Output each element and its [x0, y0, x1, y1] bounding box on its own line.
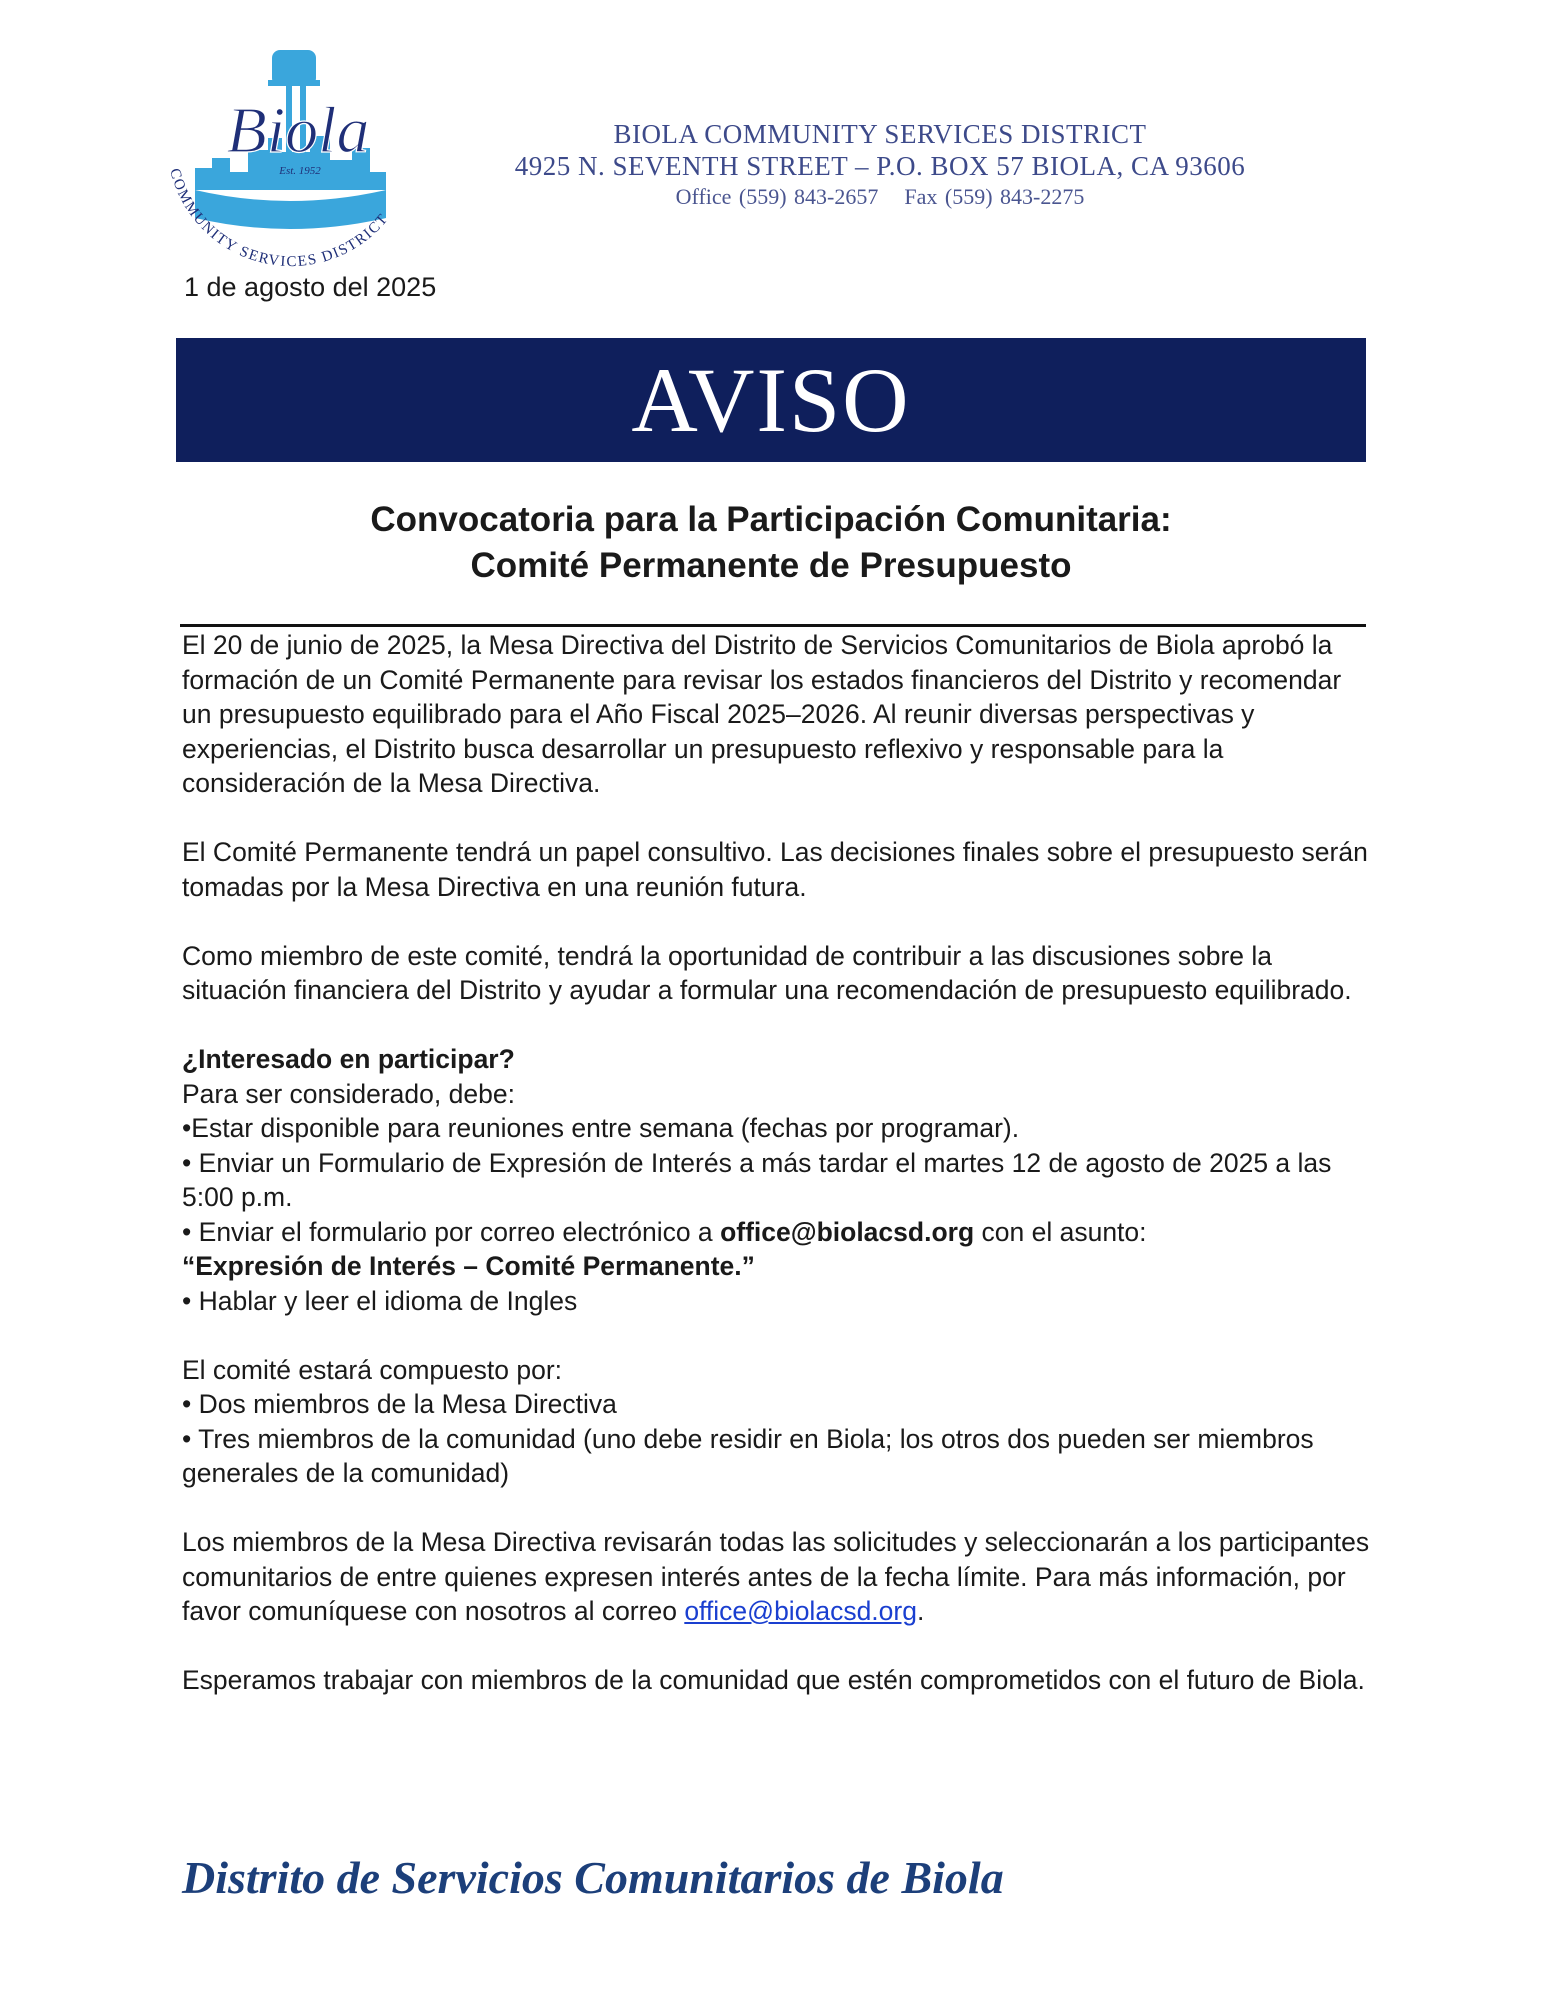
requirements-section [182, 1042, 1372, 1318]
interest-heading: ¿Interesado en participar? [182, 1044, 515, 1074]
email-subject: “Expresión de Interés – Comité Permanente.” [182, 1251, 755, 1281]
closing-paragraph: Esperamos trabajar con miembros de la comunidad que estén comprometidos con el futuro de Biola. [182, 1665, 1365, 1695]
intro-paragraph: El 20 de junio de 2025, la Mesa Directiva del Distrito de Servicios Comunitarios de Biola aprobó la formación de un Comité Permanente para revisar los estados financieros del Distrito y recomendar un presupuesto equilibrado para el Año Fiscal 2025–2026. Al reunir diversas perspectivas y experiencias, el Distrito busca desarrollar un presupuesto reflexivo y responsable para la consideración de la Mesa Directiva. [182, 630, 1342, 798]
contact-numbers [380, 182, 1380, 212]
requirement-item: • Hablar y leer el idioma de Ingles [182, 1285, 578, 1316]
member-role-paragraph: Como miembro de este comité, tendrá la oportunidad de contribuir a las discusiones sobre la situación financiera del Distrito y ayudar a formular una recomendación de presupuesto equilibrado. [182, 940, 1352, 1005]
submission-email: office@biolacsd.org [720, 1216, 975, 1247]
divider [180, 624, 1366, 627]
contact-email-link[interactable]: office@biolacsd.org [684, 1596, 917, 1626]
requirements-intro: Para ser considerado, debe: [182, 1078, 515, 1109]
notice-date: 1 de agosto del 2025 [184, 272, 437, 302]
headline-line-2: Comité Permanente de Presupuesto [470, 546, 1072, 585]
letterhead [380, 118, 1380, 212]
requirement-item: •Estar disponible para reuniones entre semana (fechas por programar). [182, 1113, 1020, 1143]
committee-item: • Dos miembros de la Mesa Directiva [182, 1389, 617, 1419]
page-title [176, 497, 1366, 589]
selection-paragraph: Los miembros de la Mesa Directiva revisarán todas las solicitudes y seleccionarán a los participantes comunitarios de entre quienes expresen interés antes de la fecha límite. Para más información, por favor comuníquese con nosotros al correo office@biolacsd.org. [182, 1527, 1370, 1626]
advisory-paragraph: El Comité Permanente tendrá un papel consultivo. Las decisiones finales sobre el presupuesto serán tomadas por la Mesa Directiva en una reunión futura. [182, 837, 1368, 902]
aviso-banner: AVISO [176, 338, 1366, 462]
committee-item: • Tres miembros de la comunidad (uno debe residir en Biola; los otros dos pueden ser miembros generales de la comunidad) [182, 1423, 1314, 1488]
logo-wordmark: Biola [226, 94, 370, 167]
fax-number: Fax (559) 843-2275 [904, 184, 1085, 209]
office-phone: Office (559) 843-2657 [675, 184, 879, 209]
headline-line-1: Convocatoria para la Participación Comunitaria: [370, 500, 1172, 539]
district-address: 4925 N. SEVENTH STREET – P.O. BOX 57 BIOLA, CA 93606 [514, 151, 1246, 181]
signature: Distrito de Servicios Comunitarios de Biola [182, 1852, 1004, 1903]
requirement-item-email: • Enviar el formulario por correo electrónico a office@biolacsd.org con el asunto: [182, 1216, 1147, 1247]
logo-established: Est. 1952 [279, 165, 321, 177]
committee-intro: El comité estará compuesto por: [182, 1354, 563, 1385]
requirement-item: • Enviar un Formulario de Expresión de Interés a más tardar el martes 12 de agosto de 2025 a las 5:00 p.m. [182, 1147, 1332, 1212]
logo-ring-text: COMMUNITY SERVICES DISTRICT [166, 166, 392, 271]
notice-body [182, 628, 1372, 1732]
district-name: BIOLA COMMUNITY SERVICES DISTRICT [613, 119, 1147, 149]
committee-section [182, 1353, 1372, 1491]
